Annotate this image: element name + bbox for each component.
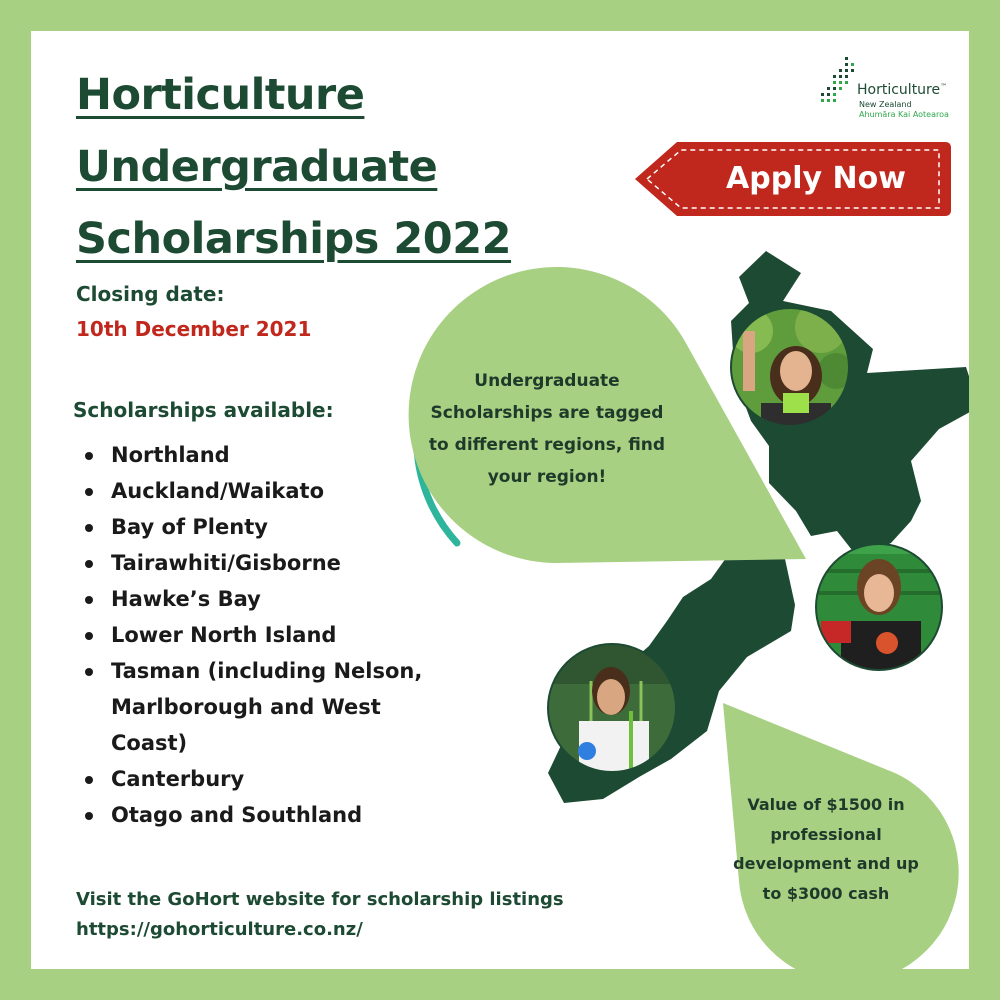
bullet-icon — [85, 812, 93, 820]
list-item — [79, 617, 439, 653]
bullet-icon — [85, 668, 93, 676]
bullet-icon — [85, 452, 93, 460]
apply-now-label: Apply Now — [726, 161, 906, 196]
page-title — [76, 59, 511, 275]
list-item — [79, 545, 439, 581]
logo-name — [857, 82, 947, 98]
title-line-2: Undergraduate — [76, 142, 438, 192]
poster — [31, 31, 969, 969]
bullet-icon — [85, 596, 93, 604]
regions-list — [79, 437, 439, 833]
logo-trademark: ™ — [940, 82, 948, 91]
scholarships-label: Scholarships available: — [73, 398, 334, 422]
logo-name-text: Horticulture — [857, 82, 941, 98]
visit-text: Visit the GoHort website for scholarship listings — [76, 889, 564, 910]
region-label: Tasman (including Nelson, Marlborough and West Coast) — [111, 659, 423, 755]
title-line-3: Scholarships 2022 — [76, 214, 512, 264]
list-item — [79, 761, 439, 797]
regions-bubble-text: Undergraduate Scholarships are tagged to different regions, find your region! — [428, 371, 666, 487]
region-label: Canterbury — [111, 767, 245, 791]
region-label: Northland — [111, 443, 230, 467]
logo-subtitle: New Zealand — [859, 100, 912, 109]
region-label: Otago and Southland — [111, 803, 363, 827]
region-label: Tairawhiti/Gisborne — [111, 551, 341, 575]
title-line-1: Horticulture — [76, 70, 365, 120]
region-label: Hawke’s Bay — [111, 587, 261, 611]
logo-maori-name: Ahumāra Kai Aotearoa — [859, 110, 949, 119]
bullet-icon — [85, 560, 93, 568]
dot-grid-logo-icon — [819, 55, 855, 113]
bullet-icon — [85, 488, 93, 496]
region-label: Auckland/Waikato — [111, 479, 325, 503]
bullet-icon — [85, 524, 93, 532]
region-label: Lower North Island — [111, 623, 337, 647]
list-item — [79, 473, 439, 509]
closing-date-value: 10th December 2021 — [76, 317, 312, 341]
gohort-website-link[interactable]: https://gohorticulture.co.nz/ — [76, 919, 363, 940]
horticulture-nz-logo — [819, 53, 959, 119]
list-item — [79, 581, 439, 617]
list-item — [79, 797, 439, 833]
apply-now-button[interactable] — [633, 140, 953, 218]
list-item — [79, 653, 439, 761]
bullet-icon — [85, 632, 93, 640]
value-bubble-text: Value of $1500 in professional development and up to $3000 cash — [733, 795, 919, 903]
list-item — [79, 509, 439, 545]
list-item — [79, 437, 439, 473]
footer — [76, 885, 564, 945]
closing-date-label: Closing date: — [76, 282, 225, 306]
bullet-icon — [85, 776, 93, 784]
region-label: Bay of Plenty — [111, 515, 268, 539]
